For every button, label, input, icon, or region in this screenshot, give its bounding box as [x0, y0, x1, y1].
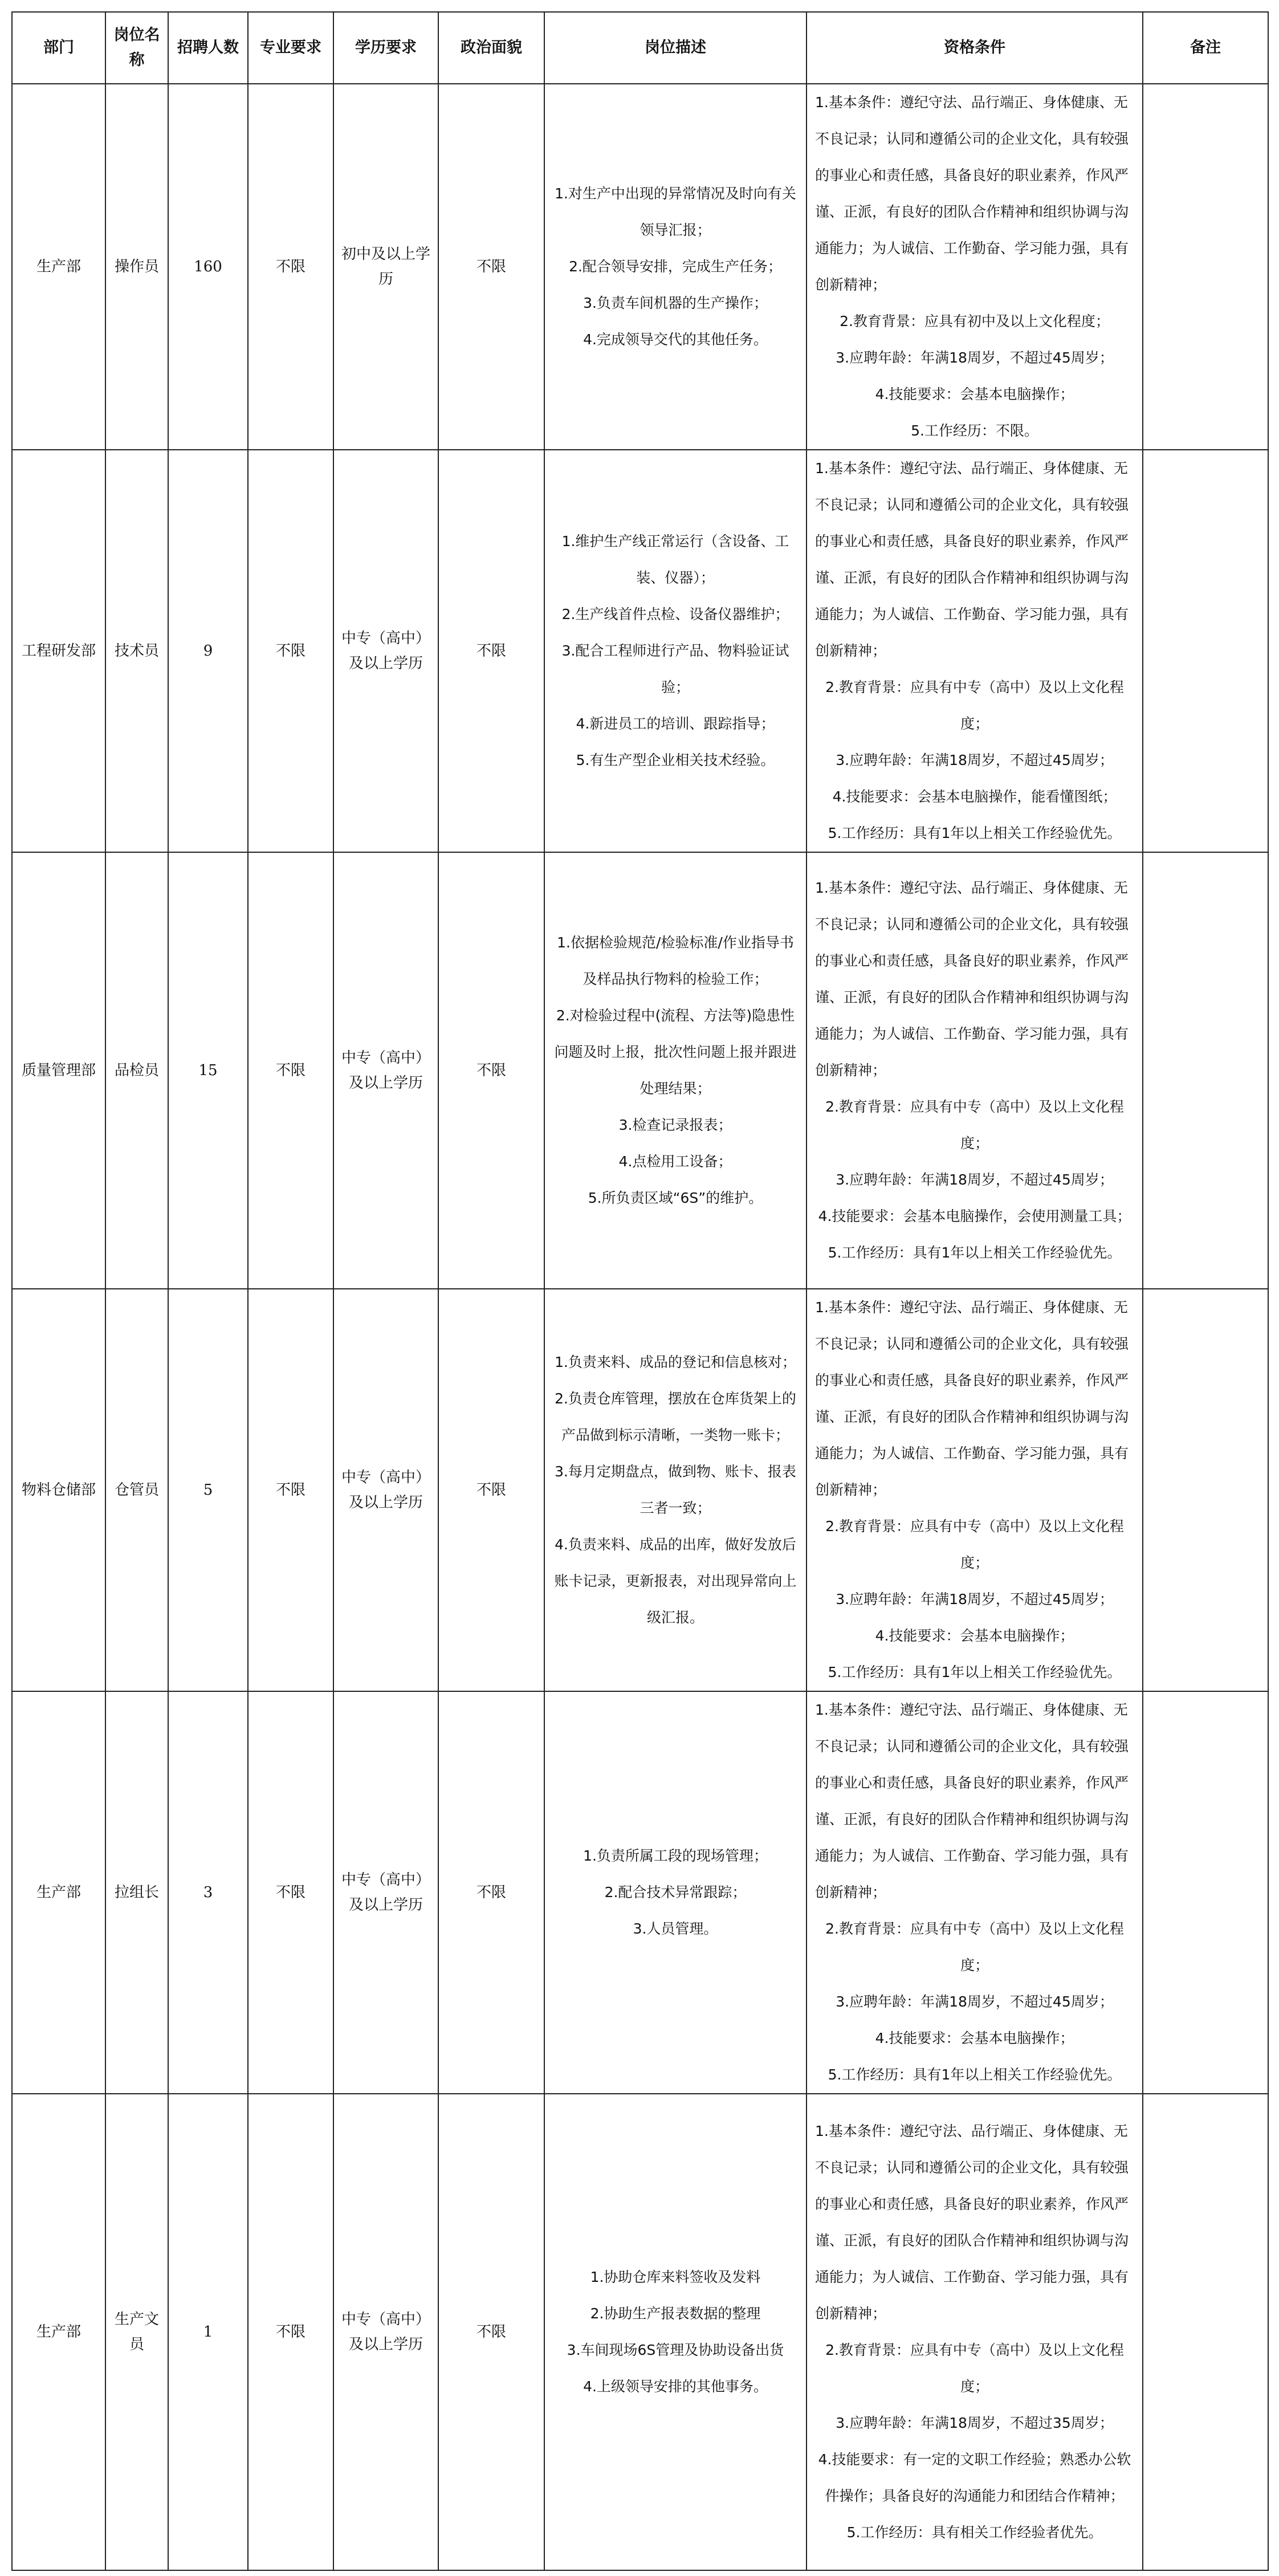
qualification-line: 2.教育背景：应具有中专（高中）及以上文化程度； — [825, 1920, 1124, 1973]
qualification-line: 4.技能要求：会基本电脑操作； — [875, 2030, 1074, 2046]
qualification-cell — [806, 450, 1143, 852]
qualification-line: 1.基本条件：遵纪守法、品行端正、身体健康、无不良记录；认同和遵循公司的企业文化，具有较强的事业心和责任感，具备良好的职业素养，作风严谨、正派，有良好的团队合作精神和组织协调与沟通能力；为人诚信、工作勤奋、学习能力强，具有创新精神； — [815, 2123, 1129, 2322]
description-line: 2.协助生产报表数据的整理 — [590, 2305, 761, 2322]
description-line: 3.人员管理。 — [633, 1920, 718, 1937]
qualification-line: 5.工作经历：不限。 — [911, 422, 1038, 439]
position-cell: 操作员 — [105, 84, 168, 450]
count-cell: 9 — [168, 450, 248, 852]
qualification-line: 5.工作经历：具有1年以上相关工作经验优先。 — [828, 2066, 1122, 2083]
qualification-line: 1.基本条件：遵纪守法、品行端正、身体健康、无不良记录；认同和遵循公司的企业文化，具有较强的事业心和责任感，具备良好的职业素养，作风严谨、正派，有良好的团队合作精神和组织协调与沟通能力；为人诚信、工作勤奋、学习能力强，具有创新精神； — [815, 94, 1129, 293]
table-row — [12, 852, 1268, 1289]
education-cell: 中专（高中）及以上学历 — [333, 2094, 438, 2570]
header-row — [12, 12, 1268, 84]
qualification-line: 5.工作经历：具有1年以上相关工作经验优先。 — [828, 825, 1122, 841]
header-education: 学历要求 — [333, 12, 438, 84]
count-cell: 15 — [168, 852, 248, 1289]
qualification-line: 3.应聘年龄：年满18周岁，不超过45周岁； — [836, 1591, 1114, 1608]
description-cell — [544, 1289, 806, 1691]
major-cell: 不限 — [248, 852, 333, 1289]
description-cell — [544, 852, 806, 1289]
political-cell: 不限 — [438, 84, 544, 450]
political-cell: 不限 — [438, 1691, 544, 2094]
description-line: 1.维护生产线正常运行（含设备、工装、仪器）； — [561, 533, 789, 586]
header-count: 招聘人数 — [168, 12, 248, 84]
position-cell: 拉组长 — [105, 1691, 168, 2094]
qualification-cell — [806, 1691, 1143, 2094]
remark-cell — [1143, 84, 1268, 450]
remark-cell — [1143, 2094, 1268, 2570]
qualification-line: 3.应聘年龄：年满18周岁，不超过45周岁； — [836, 349, 1114, 366]
description-cell — [544, 2094, 806, 2570]
description-cell — [544, 1691, 806, 2094]
qualification-line: 5.工作经历：具有1年以上相关工作经验优先。 — [828, 1664, 1122, 1680]
description-line: 2.配合领导安排，完成生产任务； — [569, 258, 782, 275]
qualification-cell — [806, 1289, 1143, 1691]
description-cell — [544, 84, 806, 450]
political-cell: 不限 — [438, 1289, 544, 1691]
qualification-line: 2.教育背景：应具有中专（高中）及以上文化程度； — [825, 2342, 1124, 2395]
education-cell: 中专（高中）及以上学历 — [333, 852, 438, 1289]
description-line: 5.有生产型企业相关技术经验。 — [576, 752, 775, 768]
qualification-line: 1.基本条件：遵纪守法、品行端正、身体健康、无不良记录；认同和遵循公司的企业文化，具有较强的事业心和责任感，具备良好的职业素养，作风严谨、正派，有良好的团队合作精神和组织协调与沟通能力；为人诚信、工作勤奋、学习能力强，具有创新精神； — [815, 460, 1129, 659]
remark-cell — [1143, 852, 1268, 1289]
count-cell: 3 — [168, 1691, 248, 2094]
table-row — [12, 1289, 1268, 1691]
political-cell: 不限 — [438, 450, 544, 852]
description-line: 4.上级领导安排的其他事务。 — [583, 2378, 768, 2395]
count-cell: 1 — [168, 2094, 248, 2570]
qualification-line: 5.工作经历：具有相关工作经验者优先。 — [846, 2524, 1103, 2541]
qualification-line: 2.教育背景：应具有中专（高中）及以上文化程度； — [825, 679, 1124, 732]
qualification-line: 3.应聘年龄：年满18周岁，不超过35周岁； — [836, 2415, 1114, 2431]
remark-cell — [1143, 1289, 1268, 1691]
education-cell: 中专（高中）及以上学历 — [333, 450, 438, 852]
position-cell: 仓管员 — [105, 1289, 168, 1691]
table-row — [12, 1691, 1268, 2094]
description-line: 3.车间现场6S管理及协助设备出货 — [567, 2342, 784, 2358]
description-line: 4.负责来料、成品的出库，做好发放后账卡记录，更新报表，对出现异常向上级汇报。 — [554, 1536, 797, 1626]
qualification-line: 4.技能要求：会基本电脑操作，会使用测量工具； — [818, 1208, 1131, 1224]
dept-cell: 质量管理部 — [12, 852, 105, 1289]
description-line: 1.协助仓库来料签收及发料 — [590, 2269, 761, 2285]
description-line: 2.负责仓库管理，摆放在仓库货架上的产品做到标示清晰，一类物一账卡； — [555, 1390, 796, 1443]
qualification-line: 3.应聘年龄：年满18周岁，不超过45周岁； — [836, 1171, 1114, 1188]
major-cell: 不限 — [248, 1289, 333, 1691]
major-cell: 不限 — [248, 1691, 333, 2094]
description-line: 4.新进员工的培训、跟踪指导； — [576, 715, 775, 732]
description-line: 2.生产线首件点检、设备仪器维护； — [561, 606, 789, 622]
table-row — [12, 450, 1268, 852]
qualification-line: 3.应聘年龄：年满18周岁，不超过45周岁； — [836, 1993, 1114, 2010]
qualification-line: 4.技能要求：有一定的文职工作经验；熟悉办公软件操作；具备良好的沟通能力和团结合作精神； — [818, 2451, 1131, 2504]
description-line: 1.依据检验规范/检验标准/作业指导书及样品执行物料的检验工作； — [557, 934, 794, 987]
description-cell — [544, 450, 806, 852]
major-cell: 不限 — [248, 2094, 333, 2570]
political-cell: 不限 — [438, 852, 544, 1289]
count-cell: 5 — [168, 1289, 248, 1691]
position-cell: 品检员 — [105, 852, 168, 1289]
qualification-line: 2.教育背景：应具有中专（高中）及以上文化程度； — [825, 1098, 1124, 1151]
description-line: 2.对检验过程中(流程、方法等)隐患性问题及时上报，批次性问题上报并跟进处理结果； — [554, 1007, 797, 1097]
description-line: 1.对生产中出现的异常情况及时向有关领导汇报； — [555, 185, 796, 238]
remark-cell — [1143, 450, 1268, 852]
major-cell: 不限 — [248, 84, 333, 450]
qualification-line: 4.技能要求：会基本电脑操作； — [875, 1627, 1074, 1644]
header-remark: 备注 — [1143, 12, 1268, 84]
dept-cell: 生产部 — [12, 1691, 105, 2094]
header-qualification: 资格条件 — [806, 12, 1143, 84]
recruitment-table-page — [11, 11, 1268, 2571]
education-cell: 初中及以上学历 — [333, 84, 438, 450]
position-cell: 技术员 — [105, 450, 168, 852]
recruitment-table — [11, 11, 1269, 2571]
description-line: 2.配合技术异常跟踪； — [604, 1884, 747, 1901]
description-line: 4.点检用工设备； — [618, 1153, 732, 1170]
education-cell: 中专（高中）及以上学历 — [333, 1691, 438, 2094]
position-cell: 生产文员 — [105, 2094, 168, 2570]
political-cell: 不限 — [438, 2094, 544, 2570]
qualification-line: 5.工作经历：具有1年以上相关工作经验优先。 — [828, 1244, 1122, 1261]
description-line: 3.负责车间机器的生产操作； — [583, 295, 768, 311]
dept-cell: 物料仓储部 — [12, 1289, 105, 1691]
table-body — [12, 84, 1268, 2570]
header-political: 政治面貌 — [438, 12, 544, 84]
qualification-line: 4.技能要求：会基本电脑操作，能看懂图纸； — [832, 788, 1117, 805]
description-line: 1.负责来料、成品的登记和信息核对； — [555, 1354, 796, 1370]
description-line: 5.所负责区域“6S”的维护。 — [588, 1190, 763, 1206]
table-row — [12, 2094, 1268, 2570]
qualification-line: 1.基本条件：遵纪守法、品行端正、身体健康、无不良记录；认同和遵循公司的企业文化，具有较强的事业心和责任感，具备良好的职业素养，作风严谨、正派，有良好的团队合作精神和组织协调与沟通能力；为人诚信、工作勤奋、学习能力强，具有创新精神； — [815, 1299, 1129, 1498]
header-position: 岗位名称 — [105, 12, 168, 84]
header-dept: 部门 — [12, 12, 105, 84]
education-cell: 中专（高中）及以上学历 — [333, 1289, 438, 1691]
qualification-cell — [806, 852, 1143, 1289]
count-cell: 160 — [168, 84, 248, 450]
dept-cell: 生产部 — [12, 84, 105, 450]
qualification-line: 4.技能要求：会基本电脑操作； — [875, 386, 1074, 402]
qualification-cell — [806, 84, 1143, 450]
major-cell: 不限 — [248, 450, 333, 852]
header-major: 专业要求 — [248, 12, 333, 84]
dept-cell: 工程研发部 — [12, 450, 105, 852]
description-line: 3.配合工程师进行产品、物料验证试验； — [561, 642, 789, 695]
qualification-cell — [806, 2094, 1143, 2570]
qualification-line: 2.教育背景：应具有中专（高中）及以上文化程度； — [825, 1518, 1124, 1571]
description-line: 1.负责所属工段的现场管理； — [583, 1847, 768, 1864]
qualification-line: 1.基本条件：遵纪守法、品行端正、身体健康、无不良记录；认同和遵循公司的企业文化，具有较强的事业心和责任感，具备良好的职业素养，作风严谨、正派，有良好的团队合作精神和组织协调与沟通能力；为人诚信、工作勤奋、学习能力强，具有创新精神； — [815, 1702, 1129, 1901]
description-line: 3.每月定期盘点，做到物、账卡、报表三者一致； — [555, 1463, 796, 1516]
header-description: 岗位描述 — [544, 12, 806, 84]
qualification-line: 1.基本条件：遵纪守法、品行端正、身体健康、无不良记录；认同和遵循公司的企业文化，具有较强的事业心和责任感，具备良好的职业素养，作风严谨、正派，有良好的团队合作精神和组织协调与沟通能力；为人诚信、工作勤奋、学习能力强，具有创新精神； — [815, 880, 1129, 1079]
table-row — [12, 84, 1268, 450]
dept-cell: 生产部 — [12, 2094, 105, 2570]
qualification-line: 3.应聘年龄：年满18周岁，不超过45周岁； — [836, 752, 1114, 768]
qualification-line: 2.教育背景：应具有初中及以上文化程度； — [840, 313, 1110, 329]
description-line: 3.检查记录报表； — [618, 1117, 732, 1133]
remark-cell — [1143, 1691, 1268, 2094]
description-line: 4.完成领导交代的其他任务。 — [583, 331, 768, 348]
